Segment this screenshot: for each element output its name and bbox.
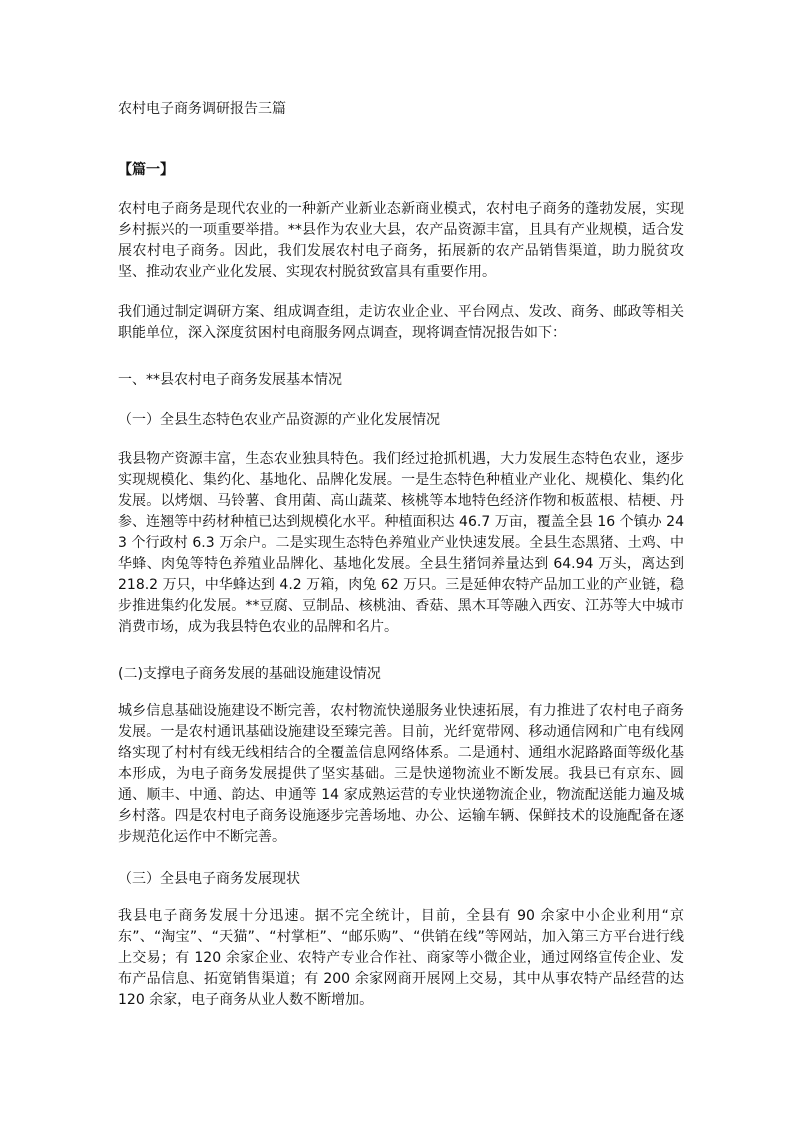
document-title: 农村电子商务调研报告三篇 (118, 101, 286, 117)
section-label: 【篇一】 (118, 162, 174, 178)
paragraph-resources: 我县物产资源丰富，生态农业独具特色。我们经过抢抓机遇，大力发展生态特色农业，逐步实现规模化、集约化、基地化、品牌化发展。一是生态特色种植业产业化、规模化、集约化发展。以烤烟、马铃薯、食用菌、高山蔬菜、核桃等本地特色经济作物和板蓝根、桔梗、丹参、连翘等中药材种植已达到规模化水平。种植面积达 46.7 万亩，覆盖全县 16 个镇办 243 个行政村 6.3 万余户。二是实现生态特色养殖业产业快速发展。全县生态黑猪、土鸡、中华蜂、肉兔等特色养殖业品牌化、基地化发展。全县生猪饲养量达到 64.94 万头，离达到 218.2 万只，中华蜂达到 4.2 万箱，肉兔 62 万只。三是延伸农特产品加工业的产业链，稳步推进集约化发展。**豆腐、豆制品、核桃油、香菇、黑木耳等融入西安、江苏等大中城市消费市场，成为我县特色农业的品牌和名片。 (118, 451, 684, 635)
paragraph-status: 我县电子商务发展十分迅速。据不完全统计，目前，全县有 90 余家中小企业利用“京东”、“淘宝”、“天猫”、“村掌柜”、“邮乐购”、“供销在线”等网站，加入第三方平台进行线上交易；有 120 余家企业、农特产专业合作社、商家等小微企业，通过网络宣传企业、发布产品信息、拓宽销售渠道；有 200 余家网商开展网上交易，其中从事农特产品经营的达 120 余家，电子商务从业人数不断增加。 (118, 908, 684, 1008)
heading-ecommerce-status: （三）全县电子商务发展现状 (118, 871, 300, 887)
paragraph-intro: 农村电子商务是现代农业的一种新产业新业态新商业模式，农村电子商务的蓬勃发展，实现乡村振兴的一项重要举措。**县作为农业大县，农产品资源丰富，且具有产业规模，适合发展农村电子商务。因此，我们发展农村电子商务，拓展新的农产品销售渠道，助力脱贫攻坚、推动农业产业化发展、实现农村脱贫致富具有重要作用。 (118, 201, 684, 280)
paragraph-infrastructure: 城乡信息基础设施建设不断完善，农村物流快递服务业快速拓展，有力推进了农村电子商务发展。一是农村通讯基础设施建设至臻完善。目前，光纤宽带网、移动通信网和广电有线网络实现了村村有线无线相结合的全覆盖信息网络体系。二是通村、通组水泥路路面等级化基本形成，为电子商务发展提供了坚实基础。三是快递物流业不断发展。我县已有京东、圆通、顺丰、中通、韵达、申通等 14 家成熟运营的专业快递物流企业，物流配送能力遍及城乡村落。四是农村电子商务设施逐步完善场地、办公、运输车辆、保鲜技术的设施配备在逐步规范化运作中不断完善。 (118, 703, 684, 845)
paragraph-method: 我们通过制定调研方案、组成调查组，走访农业企业、平台网点、发改、商务、邮政等相关职能单位，深入深度贫困村电商服务网点调查，现将调查情况报告如下： (118, 304, 684, 341)
heading-resources: （一）全县生态特色农业产品资源的产业化发展情况 (118, 412, 440, 428)
heading-basic-situation: 一、**县农村电子商务发展基本情况 (118, 372, 342, 388)
heading-infrastructure: (二)支撑电子商务发展的基础设施建设情况 (118, 666, 381, 682)
